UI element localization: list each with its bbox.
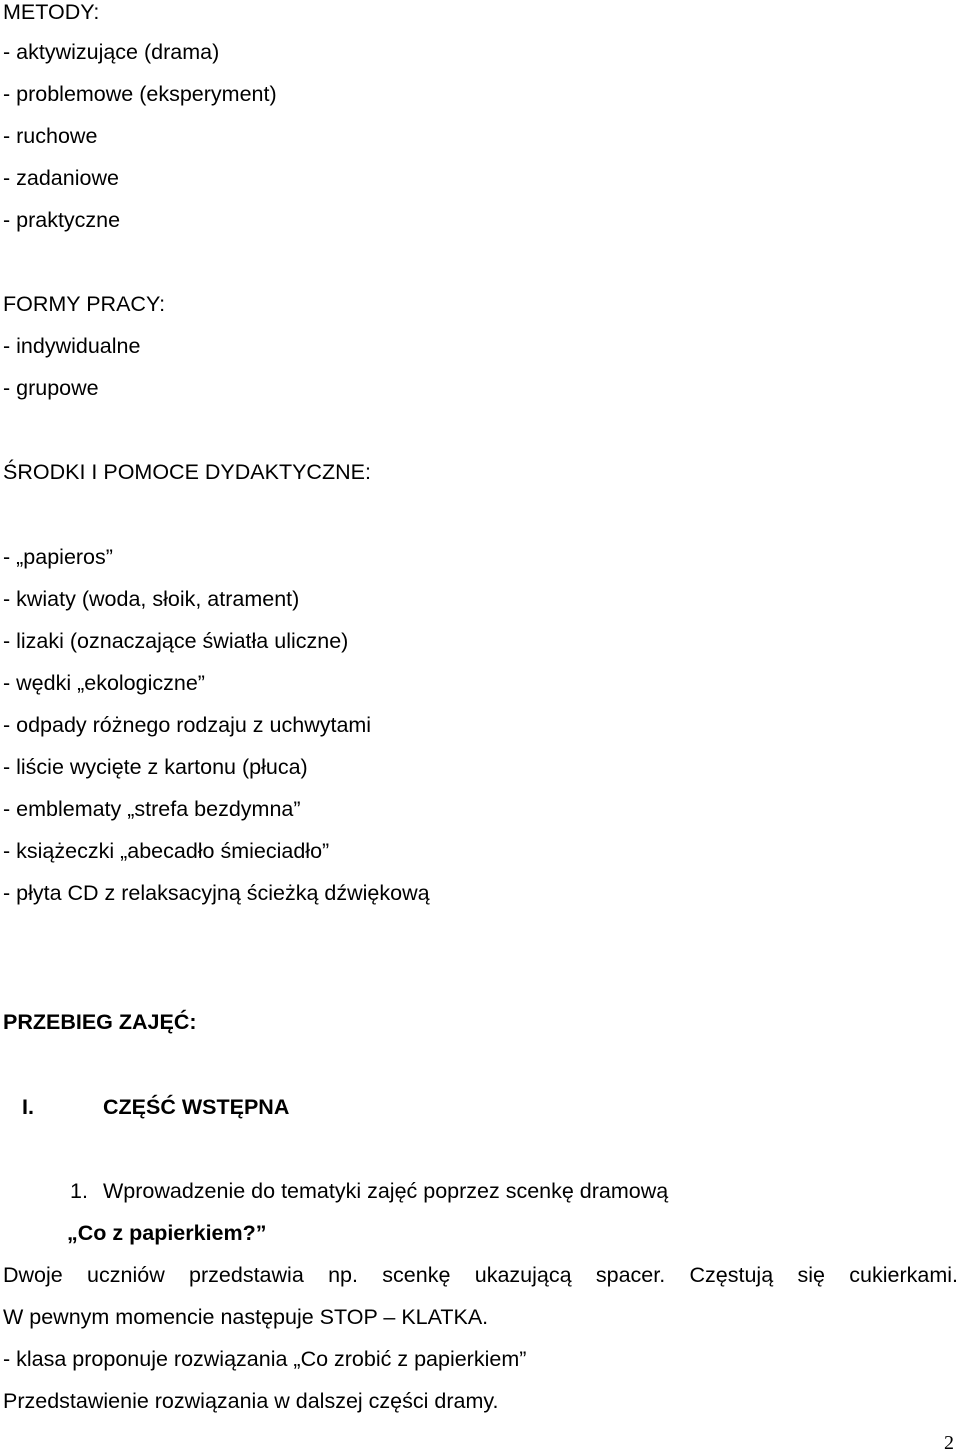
- aids-heading: ŚRODKI I POMOCE DYDAKTYCZNE:: [3, 460, 371, 484]
- methods-heading: METODY:: [3, 0, 100, 24]
- methods-item: - zadaniowe: [3, 166, 119, 190]
- part-title: CZĘŚĆ WSTĘPNA: [103, 1095, 290, 1119]
- aids-item: - liście wycięte z kartonu (płuca): [3, 755, 308, 779]
- paragraph-class: - klasa proponuje rozwiązania „Co zrobić z papierkiem”: [3, 1347, 527, 1371]
- aids-item: - książeczki „abecadło śmieciadło”: [3, 839, 330, 863]
- step-text: Wprowadzenie do tematyki zajęć poprzez scenkę dramową: [103, 1179, 669, 1203]
- aids-item: - lizaki (oznaczające światła uliczne): [3, 629, 349, 653]
- part-number: I.: [22, 1095, 34, 1119]
- forms-heading: FORMY PRACY:: [3, 292, 166, 316]
- forms-item: - indywidualne: [3, 334, 141, 358]
- paragraph-stop: W pewnym momencie następuje STOP – KLATKA.: [3, 1305, 489, 1329]
- step-title: „Co z papierkiem?”: [67, 1221, 267, 1245]
- step-number: 1.: [70, 1179, 88, 1203]
- paragraph-scene: Dwoje uczniów przedstawia np. scenkę ukazującą spacer. Częstują się cukierkami.: [3, 1263, 958, 1287]
- aids-item: - wędki „ekologiczne”: [3, 671, 205, 695]
- methods-item: - aktywizujące (drama): [3, 40, 220, 64]
- aids-item: - płyta CD z relaksacyjną ścieżką dźwiękową: [3, 881, 430, 905]
- methods-item: - ruchowe: [3, 124, 98, 148]
- aids-item: - „papieros”: [3, 545, 113, 569]
- methods-item: - praktyczne: [3, 208, 121, 232]
- methods-item: - problemowe (eksperyment): [3, 82, 277, 106]
- paragraph-solution: Przedstawienie rozwiązania w dalszej części dramy.: [3, 1389, 499, 1413]
- aids-item: - odpady różnego rodzaju z uchwytami: [3, 713, 372, 737]
- aids-item: - emblematy „strefa bezdymna”: [3, 797, 301, 821]
- forms-item: - grupowe: [3, 376, 99, 400]
- course-heading: PRZEBIEG ZAJĘĆ:: [3, 1010, 197, 1034]
- aids-item: - kwiaty (woda, słoik, atrament): [3, 587, 300, 611]
- page-number: 2: [944, 1432, 954, 1454]
